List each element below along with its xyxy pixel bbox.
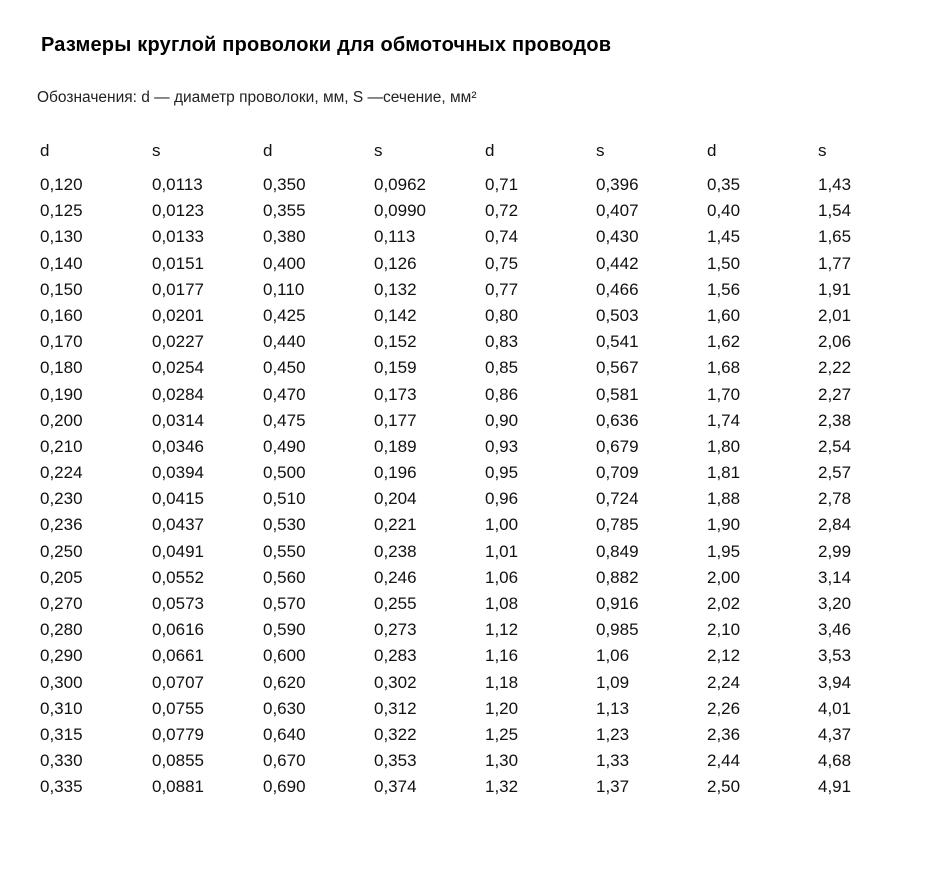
table-cell: 0,670: [263, 751, 306, 771]
table-cell: 0,0962: [374, 175, 426, 194]
table-cell: 0,85: [485, 358, 519, 378]
table-cell: 0,450: [263, 358, 306, 378]
table-cell: 1,32: [485, 777, 519, 797]
table-cell: 2,24: [707, 672, 741, 692]
table-cell: 0,152: [374, 332, 417, 352]
table-cell: 1,91: [818, 279, 852, 299]
table-cell: 0,273: [374, 620, 417, 640]
table-cell: 0,355: [263, 201, 306, 221]
table-cell: 0,86: [485, 384, 519, 404]
table-cell: 1,16: [485, 646, 519, 666]
table-cell: 2,01: [818, 305, 852, 325]
table-cell: 1,23: [596, 724, 630, 744]
table-cell: 1,90: [707, 515, 741, 535]
table-cell: 0,77: [485, 279, 519, 299]
table-cell: 0,590: [263, 620, 306, 640]
table-cell: 2,00: [707, 567, 741, 587]
table-cell: 1,12: [485, 620, 519, 640]
table-cell: 2,38: [818, 410, 852, 430]
wire-size-table: [0, 138, 952, 801]
table-cell: 0,353: [374, 751, 417, 771]
table-cell: 1,74: [707, 410, 741, 430]
column-header: d: [707, 141, 717, 160]
column-header: s: [596, 141, 605, 160]
table-cell: 1,18: [485, 672, 519, 692]
table-row: [0, 670, 952, 696]
table-cell: 0,530: [263, 515, 306, 535]
table-cell: 1,50: [707, 253, 741, 273]
table-row: [0, 748, 952, 774]
column-header: d: [40, 141, 50, 160]
table-cell: 0,0201: [152, 305, 204, 325]
table-cell: 0,0254: [152, 358, 204, 378]
table-cell: 2,99: [818, 541, 852, 561]
table-cell: 3,20: [818, 594, 852, 613]
table-cell: 0,500: [263, 463, 306, 483]
table-cell: 2,27: [818, 384, 852, 404]
table-cell: 0,238: [374, 541, 417, 561]
table-cell: 0,80: [485, 305, 519, 325]
table-cell: 1,56: [707, 279, 741, 299]
table-row: [0, 722, 952, 748]
table-cell: 0,0346: [152, 436, 204, 456]
column-header: s: [374, 141, 383, 160]
table-row: [0, 591, 952, 617]
table-cell: 0,0881: [152, 777, 204, 797]
table-cell: 0,0779: [152, 724, 204, 744]
table-row: [0, 382, 952, 408]
table-cell: 0,72: [485, 201, 519, 221]
table-cell: 0,560: [263, 567, 306, 587]
table-cell: 0,466: [596, 279, 639, 299]
table-cell: 0,180: [40, 358, 83, 378]
table-cell: 0,785: [596, 515, 639, 535]
table-cell: 0,430: [596, 227, 639, 247]
table-cell: 1,08: [485, 594, 519, 613]
document-title: Размеры круглой проволоки для обмоточных проводов: [41, 34, 612, 56]
table-cell: 0,205: [40, 567, 83, 587]
table-cell: 0,110: [263, 279, 305, 299]
table-cell: 1,81: [707, 463, 741, 483]
table-cell: 0,640: [263, 724, 306, 744]
table-cell: 0,177: [374, 410, 417, 430]
table-cell: 1,01: [485, 541, 519, 561]
table-cell: 0,302: [374, 672, 417, 692]
table-cell: 0,0437: [152, 515, 204, 535]
column-header: d: [263, 141, 273, 160]
table-cell: 2,26: [707, 698, 741, 718]
table-cell: 0,374: [374, 777, 417, 797]
table-cell: 0,0227: [152, 332, 204, 352]
table-cell: 0,224: [40, 463, 83, 483]
table-cell: 0,140: [40, 253, 83, 273]
table-cell: 0,236: [40, 515, 83, 535]
table-cell: 0,160: [40, 305, 83, 325]
table-cell: 0,882: [596, 567, 639, 587]
table-cell: 1,77: [818, 253, 852, 273]
table-cell: 0,159: [374, 358, 417, 378]
table-cell: 0,503: [596, 305, 639, 325]
table-cell: 0,0123: [152, 201, 204, 221]
table-cell: 0,916: [596, 594, 639, 613]
table-cell: 0,0661: [152, 646, 204, 666]
table-cell: 0,312: [374, 698, 417, 718]
table-cell: 0,75: [485, 253, 519, 273]
table-row: [0, 172, 952, 198]
table-cell: 0,300: [40, 672, 83, 692]
table-cell: 0,130: [40, 227, 83, 247]
table-cell: 0,350: [263, 175, 306, 194]
table-cell: 0,35: [707, 175, 741, 194]
table-row: [0, 460, 952, 486]
column-header: s: [818, 141, 827, 160]
table-cell: 0,74: [485, 227, 519, 247]
table-cell: 0,630: [263, 698, 306, 718]
table-cell: 0,0855: [152, 751, 204, 771]
table-row: [0, 512, 952, 538]
table-row: [0, 251, 952, 277]
table-cell: 0,0707: [152, 672, 204, 692]
table-cell: 1,70: [707, 384, 741, 404]
table-cell: 0,170: [40, 332, 83, 352]
table-cell: 2,57: [818, 463, 852, 483]
table-cell: 0,200: [40, 410, 83, 430]
table-row: [0, 696, 952, 722]
table-cell: 0,142: [374, 305, 417, 325]
table-body: [0, 172, 952, 801]
table-cell: 0,550: [263, 541, 306, 561]
table-cell: 0,221: [374, 515, 417, 535]
table-cell: 1,68: [707, 358, 741, 378]
table-cell: 2,78: [818, 489, 852, 509]
table-cell: 0,679: [596, 436, 639, 456]
table-cell: 0,510: [263, 489, 306, 509]
table-row: [0, 224, 952, 250]
table-cell: 2,06: [818, 332, 852, 352]
table-cell: 0,310: [40, 698, 83, 718]
table-cell: 0,570: [263, 594, 306, 613]
table-cell: 0,690: [263, 777, 306, 797]
table-cell: 0,246: [374, 567, 417, 587]
table-cell: 0,600: [263, 646, 306, 666]
table-cell: 0,283: [374, 646, 417, 666]
table-cell: 3,94: [818, 672, 852, 692]
table-cell: 0,0394: [152, 463, 204, 483]
table-row: [0, 539, 952, 565]
table-cell: 0,396: [596, 175, 639, 194]
table-cell: 0,440: [263, 332, 306, 352]
table-cell: 0,724: [596, 489, 639, 509]
table-header-row: [0, 138, 952, 172]
table-cell: 0,0573: [152, 594, 204, 613]
table-cell: 0,400: [263, 253, 306, 273]
table-row: [0, 277, 952, 303]
table-cell: 0,490: [263, 436, 306, 456]
table-cell: 0,442: [596, 253, 639, 273]
table-cell: 1,60: [707, 305, 741, 325]
table-cell: 0,0616: [152, 620, 204, 640]
table-cell: 1,20: [485, 698, 519, 718]
table-cell: 0,636: [596, 410, 639, 430]
table-cell: 0,90: [485, 410, 519, 430]
table-row: [0, 486, 952, 512]
table-cell: 0,83: [485, 332, 519, 352]
table-cell: 0,250: [40, 541, 83, 561]
table-cell: 0,0415: [152, 489, 204, 509]
table-cell: 0,290: [40, 646, 83, 666]
table-cell: 0,322: [374, 724, 417, 744]
table-cell: 0,196: [374, 463, 417, 483]
table-cell: 0,132: [374, 279, 417, 299]
table-cell: 0,255: [374, 594, 417, 613]
table-row: [0, 434, 952, 460]
table-cell: 2,50: [707, 777, 741, 797]
table-cell: 1,25: [485, 724, 519, 744]
table-cell: 2,10: [707, 620, 741, 640]
table-cell: 0,849: [596, 541, 639, 561]
table-cell: 2,36: [707, 724, 741, 744]
table-cell: 0,0314: [152, 410, 204, 430]
table-row: [0, 303, 952, 329]
table-cell: 2,12: [707, 646, 741, 666]
table-cell: 4,37: [818, 724, 852, 744]
table-cell: 4,68: [818, 751, 852, 771]
table-cell: 0,407: [596, 201, 639, 221]
table-cell: 0,270: [40, 594, 83, 613]
table-row: [0, 355, 952, 381]
table-row: [0, 408, 952, 434]
table-cell: 0,189: [374, 436, 417, 456]
table-cell: 1,80: [707, 436, 741, 456]
table-cell: 0,581: [596, 384, 639, 404]
table-cell: 0,0990: [374, 201, 426, 221]
table-cell: 1,54: [818, 201, 852, 221]
table-cell: 1,37: [596, 777, 630, 797]
table-cell: 1,06: [596, 646, 630, 666]
table-cell: 2,02: [707, 594, 741, 613]
table-cell: 0,113: [374, 227, 416, 247]
table-cell: 0,210: [40, 436, 83, 456]
table-cell: 0,425: [263, 305, 306, 325]
table-cell: 4,91: [818, 777, 852, 797]
table-cell: 0,125: [40, 201, 83, 221]
table-cell: 4,01: [818, 698, 852, 718]
table-cell: 1,09: [596, 672, 630, 692]
table-cell: 0,330: [40, 751, 83, 771]
table-cell: 1,88: [707, 489, 741, 509]
table-cell: 3,46: [818, 620, 852, 640]
table-cell: 0,620: [263, 672, 306, 692]
table-cell: 1,30: [485, 751, 519, 771]
table-row: [0, 565, 952, 591]
table-cell: 0,0151: [152, 253, 204, 273]
table-cell: 1,62: [707, 332, 741, 352]
table-cell: 1,00: [485, 515, 519, 535]
table-cell: 2,84: [818, 515, 852, 535]
table-cell: 0,0491: [152, 541, 204, 561]
table-cell: 0,120: [40, 175, 83, 194]
table-cell: 0,95: [485, 463, 519, 483]
table-cell: 0,709: [596, 463, 639, 483]
table-cell: 3,14: [818, 567, 852, 587]
table-row: [0, 643, 952, 669]
table-cell: 1,33: [596, 751, 630, 771]
table-row: [0, 617, 952, 643]
table-cell: 1,65: [818, 227, 852, 247]
table-cell: 0,315: [40, 724, 83, 744]
table-cell: 1,06: [485, 567, 519, 587]
table-row: [0, 198, 952, 224]
table-cell: 1,95: [707, 541, 741, 561]
column-header: d: [485, 141, 495, 160]
table-cell: 0,335: [40, 777, 83, 797]
table-cell: 0,567: [596, 358, 639, 378]
table-row: [0, 329, 952, 355]
column-header: s: [152, 141, 161, 160]
table-cell: 0,0177: [152, 279, 204, 299]
table-cell: 1,13: [596, 698, 630, 718]
table-cell: 2,44: [707, 751, 741, 771]
legend-text: Обозначения: d — диаметр проволоки, мм, S —сечение, мм²: [37, 89, 477, 106]
table-cell: 0,96: [485, 489, 519, 509]
table-cell: 0,541: [596, 332, 639, 352]
table-cell: 0,93: [485, 436, 519, 456]
table-cell: 0,985: [596, 620, 639, 640]
table-cell: 2,22: [818, 358, 852, 378]
table-cell: 0,204: [374, 489, 417, 509]
table-cell: 1,45: [707, 227, 741, 247]
table-cell: 0,40: [707, 201, 741, 221]
table-cell: 0,0755: [152, 698, 204, 718]
table-cell: 0,280: [40, 620, 83, 640]
table-cell: 1,43: [818, 175, 852, 194]
table-cell: 0,150: [40, 279, 83, 299]
table-cell: 0,0133: [152, 227, 204, 247]
table-cell: 0,0552: [152, 567, 204, 587]
table-cell: 0,173: [374, 384, 417, 404]
table-cell: 0,0113: [152, 175, 203, 194]
table-cell: 0,380: [263, 227, 306, 247]
table-cell: 0,190: [40, 384, 83, 404]
table-cell: 0,475: [263, 410, 306, 430]
table-cell: 3,53: [818, 646, 852, 666]
table-row: [0, 774, 952, 800]
table-cell: 0,0284: [152, 384, 204, 404]
table-cell: 0,230: [40, 489, 83, 509]
table-cell: 0,71: [485, 175, 519, 194]
table-cell: 0,126: [374, 253, 417, 273]
table-cell: 0,470: [263, 384, 306, 404]
table-cell: 2,54: [818, 436, 852, 456]
